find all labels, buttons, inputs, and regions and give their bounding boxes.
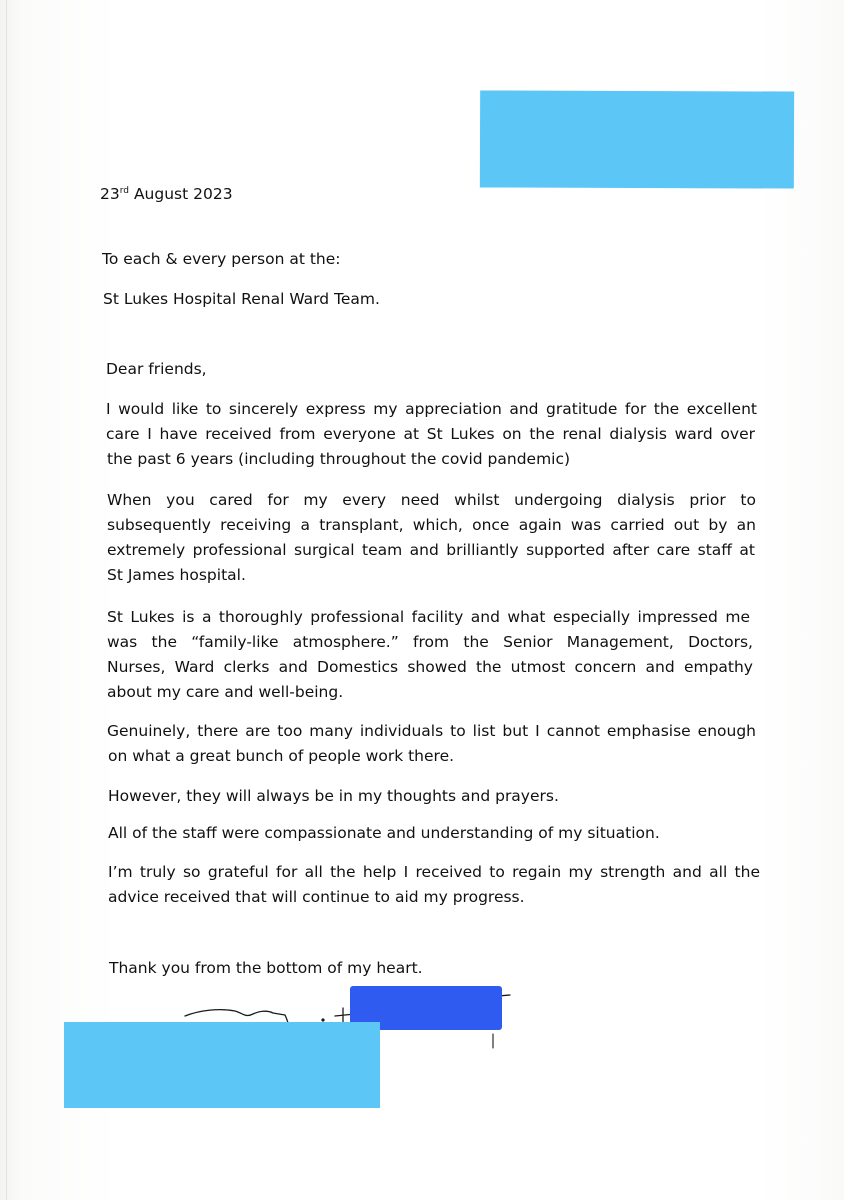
paragraph-6-line-1: All of the staff were compassionate and understanding of my situation. [108, 824, 660, 842]
date-rest: August 2023 [133, 185, 233, 203]
date-day: 23 [100, 185, 120, 203]
paragraph-3-line-1: St Lukes is a thoroughly professional facility and what especially impressed me [107, 608, 750, 626]
paragraph-7-line-1: I’m truly so grateful for all the help I received to regain my strength and all the [108, 863, 760, 881]
paragraph-1-line-1: I would like to sincerely express my appreciation and gratitude for the excellent [106, 400, 757, 418]
paragraph-1-line-2: care I have received from everyone at St Lukes on the renal dialysis ward over [106, 425, 755, 443]
addressee-line-1: To each & every person at the: [102, 250, 341, 268]
date-suffix: rd [119, 186, 129, 196]
salutation: Dear friends, [106, 360, 207, 378]
redacted-name-block [64, 1022, 380, 1108]
paragraph-3-line-2: was the “family-like atmosphere.” from the Senior Management, Doctors, [107, 633, 753, 651]
redacted-address-block [480, 90, 794, 188]
paragraph-2-line-2: subsequently receiving a transplant, which, once again was carried out by an [107, 516, 756, 534]
paragraph-4-line-1: Genuinely, there are too many individuals to list but I cannot emphasise enough [107, 722, 756, 740]
paragraph-2-line-3: extremely professional surgical team and brilliantly supported after care staff at [107, 541, 755, 559]
paragraph-4-line-2: on what a great bunch of people work there. [108, 747, 455, 765]
addressee-line-2: St Lukes Hospital Renal Ward Team. [103, 290, 380, 308]
letter-date [100, 187, 233, 203]
paragraph-2-line-4: St James hospital. [107, 566, 246, 584]
paragraph-3-line-4: about my care and well-being. [107, 683, 344, 701]
paragraph-2-line-1: When you cared for my every need whilst undergoing dialysis prior to [107, 491, 756, 509]
paper-fold [6, 0, 7, 1200]
paragraph-7-line-2: advice received that will continue to aid my progress. [108, 888, 525, 906]
paragraph-5-line-1: However, they will always be in my thoughts and prayers. [108, 787, 559, 805]
closing-line: Thank you from the bottom of my heart. [109, 959, 423, 977]
paragraph-1-line-3: the past 6 years (including throughout the covid pandemic) [107, 450, 571, 468]
paragraph-3-line-3: Nurses, Ward clerks and Domestics showed the utmost concern and empathy [107, 658, 753, 676]
